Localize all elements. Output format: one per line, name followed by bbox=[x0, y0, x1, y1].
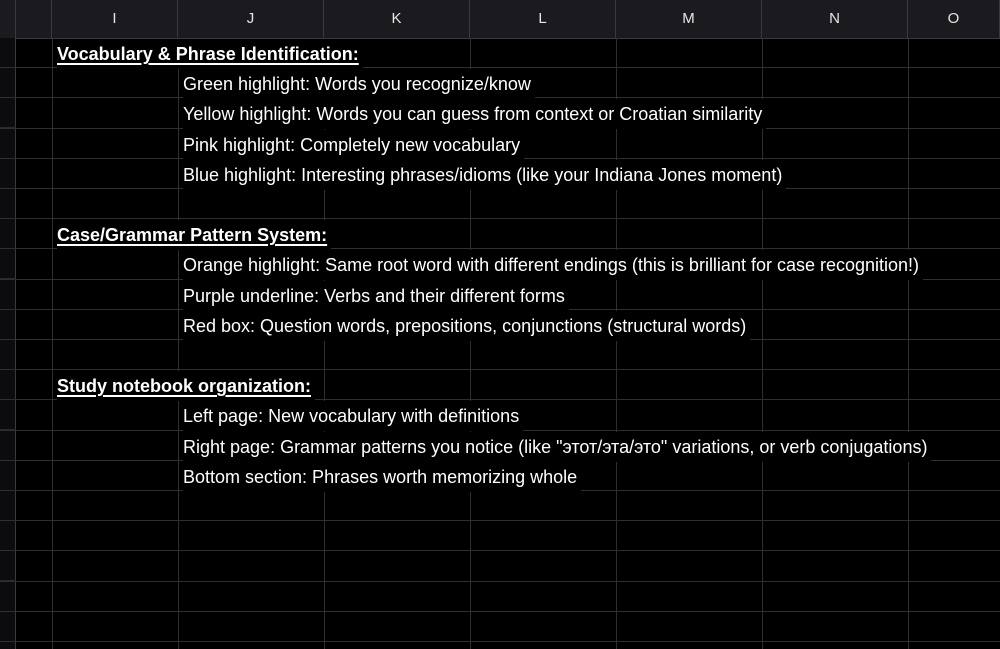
row-header[interactable] bbox=[0, 582, 16, 612]
row-header[interactable] bbox=[0, 491, 16, 521]
select-all-corner[interactable] bbox=[0, 0, 16, 38]
row-header[interactable] bbox=[0, 219, 16, 249]
row-header[interactable] bbox=[0, 249, 16, 279]
row-header[interactable] bbox=[0, 159, 16, 189]
row-divider bbox=[0, 218, 1000, 219]
column-divider bbox=[616, 38, 617, 649]
legend-item-cell[interactable]: Orange highlight: Same root word with different endings (this is brilliant for case recognition!) bbox=[183, 250, 923, 280]
row-divider bbox=[0, 369, 1000, 370]
row-header[interactable] bbox=[0, 461, 16, 491]
column-header-l[interactable]: L bbox=[470, 0, 616, 38]
row-header[interactable] bbox=[0, 98, 16, 128]
row-divider bbox=[0, 641, 1000, 642]
column-header-n[interactable]: N bbox=[762, 0, 908, 38]
legend-item-cell[interactable]: Yellow highlight: Words you can guess from context or Croatian similarity bbox=[183, 99, 766, 129]
row-header[interactable] bbox=[0, 340, 16, 370]
row-header[interactable] bbox=[0, 521, 16, 551]
legend-item-cell[interactable]: Bottom section: Phrases worth memorizing whole bbox=[183, 462, 581, 492]
row-header[interactable] bbox=[0, 129, 16, 159]
column-header-i[interactable]: I bbox=[52, 0, 178, 38]
column-header-k[interactable]: K bbox=[324, 0, 470, 38]
legend-item-cell[interactable]: Red box: Question words, prepositions, conjunctions (structural words) bbox=[183, 311, 750, 341]
row-header[interactable] bbox=[0, 612, 16, 642]
row-divider bbox=[0, 581, 1000, 582]
legend-item-cell[interactable]: Purple underline: Verbs and their different forms bbox=[183, 281, 569, 311]
row-header[interactable] bbox=[0, 189, 16, 219]
row-header[interactable] bbox=[0, 38, 16, 68]
row-divider bbox=[0, 550, 1000, 551]
cell-grid[interactable] bbox=[0, 38, 1000, 649]
column-header-j[interactable]: J bbox=[178, 0, 324, 38]
column-header-h-partial[interactable] bbox=[16, 0, 52, 38]
row-header[interactable] bbox=[0, 431, 16, 461]
column-divider bbox=[762, 38, 763, 649]
row-header-gutter[interactable] bbox=[0, 38, 16, 649]
section-heading-cell[interactable]: Vocabulary & Phrase Identification: bbox=[57, 39, 363, 69]
row-header[interactable] bbox=[0, 280, 16, 310]
row-divider bbox=[0, 520, 1000, 521]
row-header[interactable] bbox=[0, 400, 16, 430]
row-header[interactable] bbox=[0, 370, 16, 400]
row-header[interactable] bbox=[0, 68, 16, 98]
column-divider bbox=[178, 38, 179, 649]
legend-item-cell[interactable]: Right page: Grammar patterns you notice (like "этот/эта/это" variations, or verb conjugations) bbox=[183, 432, 931, 462]
section-heading-cell[interactable]: Study notebook organization: bbox=[57, 371, 315, 401]
column-header-m[interactable]: M bbox=[616, 0, 762, 38]
row-header[interactable] bbox=[0, 551, 16, 581]
legend-item-cell[interactable]: Left page: New vocabulary with definitions bbox=[183, 401, 523, 431]
column-divider bbox=[52, 38, 53, 649]
row-divider bbox=[0, 611, 1000, 612]
column-divider bbox=[908, 38, 909, 649]
column-header-bar bbox=[0, 0, 1000, 39]
legend-item-cell[interactable]: Blue highlight: Interesting phrases/idioms (like your Indiana Jones moment) bbox=[183, 160, 786, 190]
column-header-o[interactable]: O bbox=[908, 0, 1000, 38]
row-header[interactable] bbox=[0, 310, 16, 340]
section-heading-cell[interactable]: Case/Grammar Pattern System: bbox=[57, 220, 331, 250]
legend-item-cell[interactable]: Pink highlight: Completely new vocabulary bbox=[183, 130, 524, 160]
legend-item-cell[interactable]: Green highlight: Words you recognize/know bbox=[183, 69, 535, 99]
